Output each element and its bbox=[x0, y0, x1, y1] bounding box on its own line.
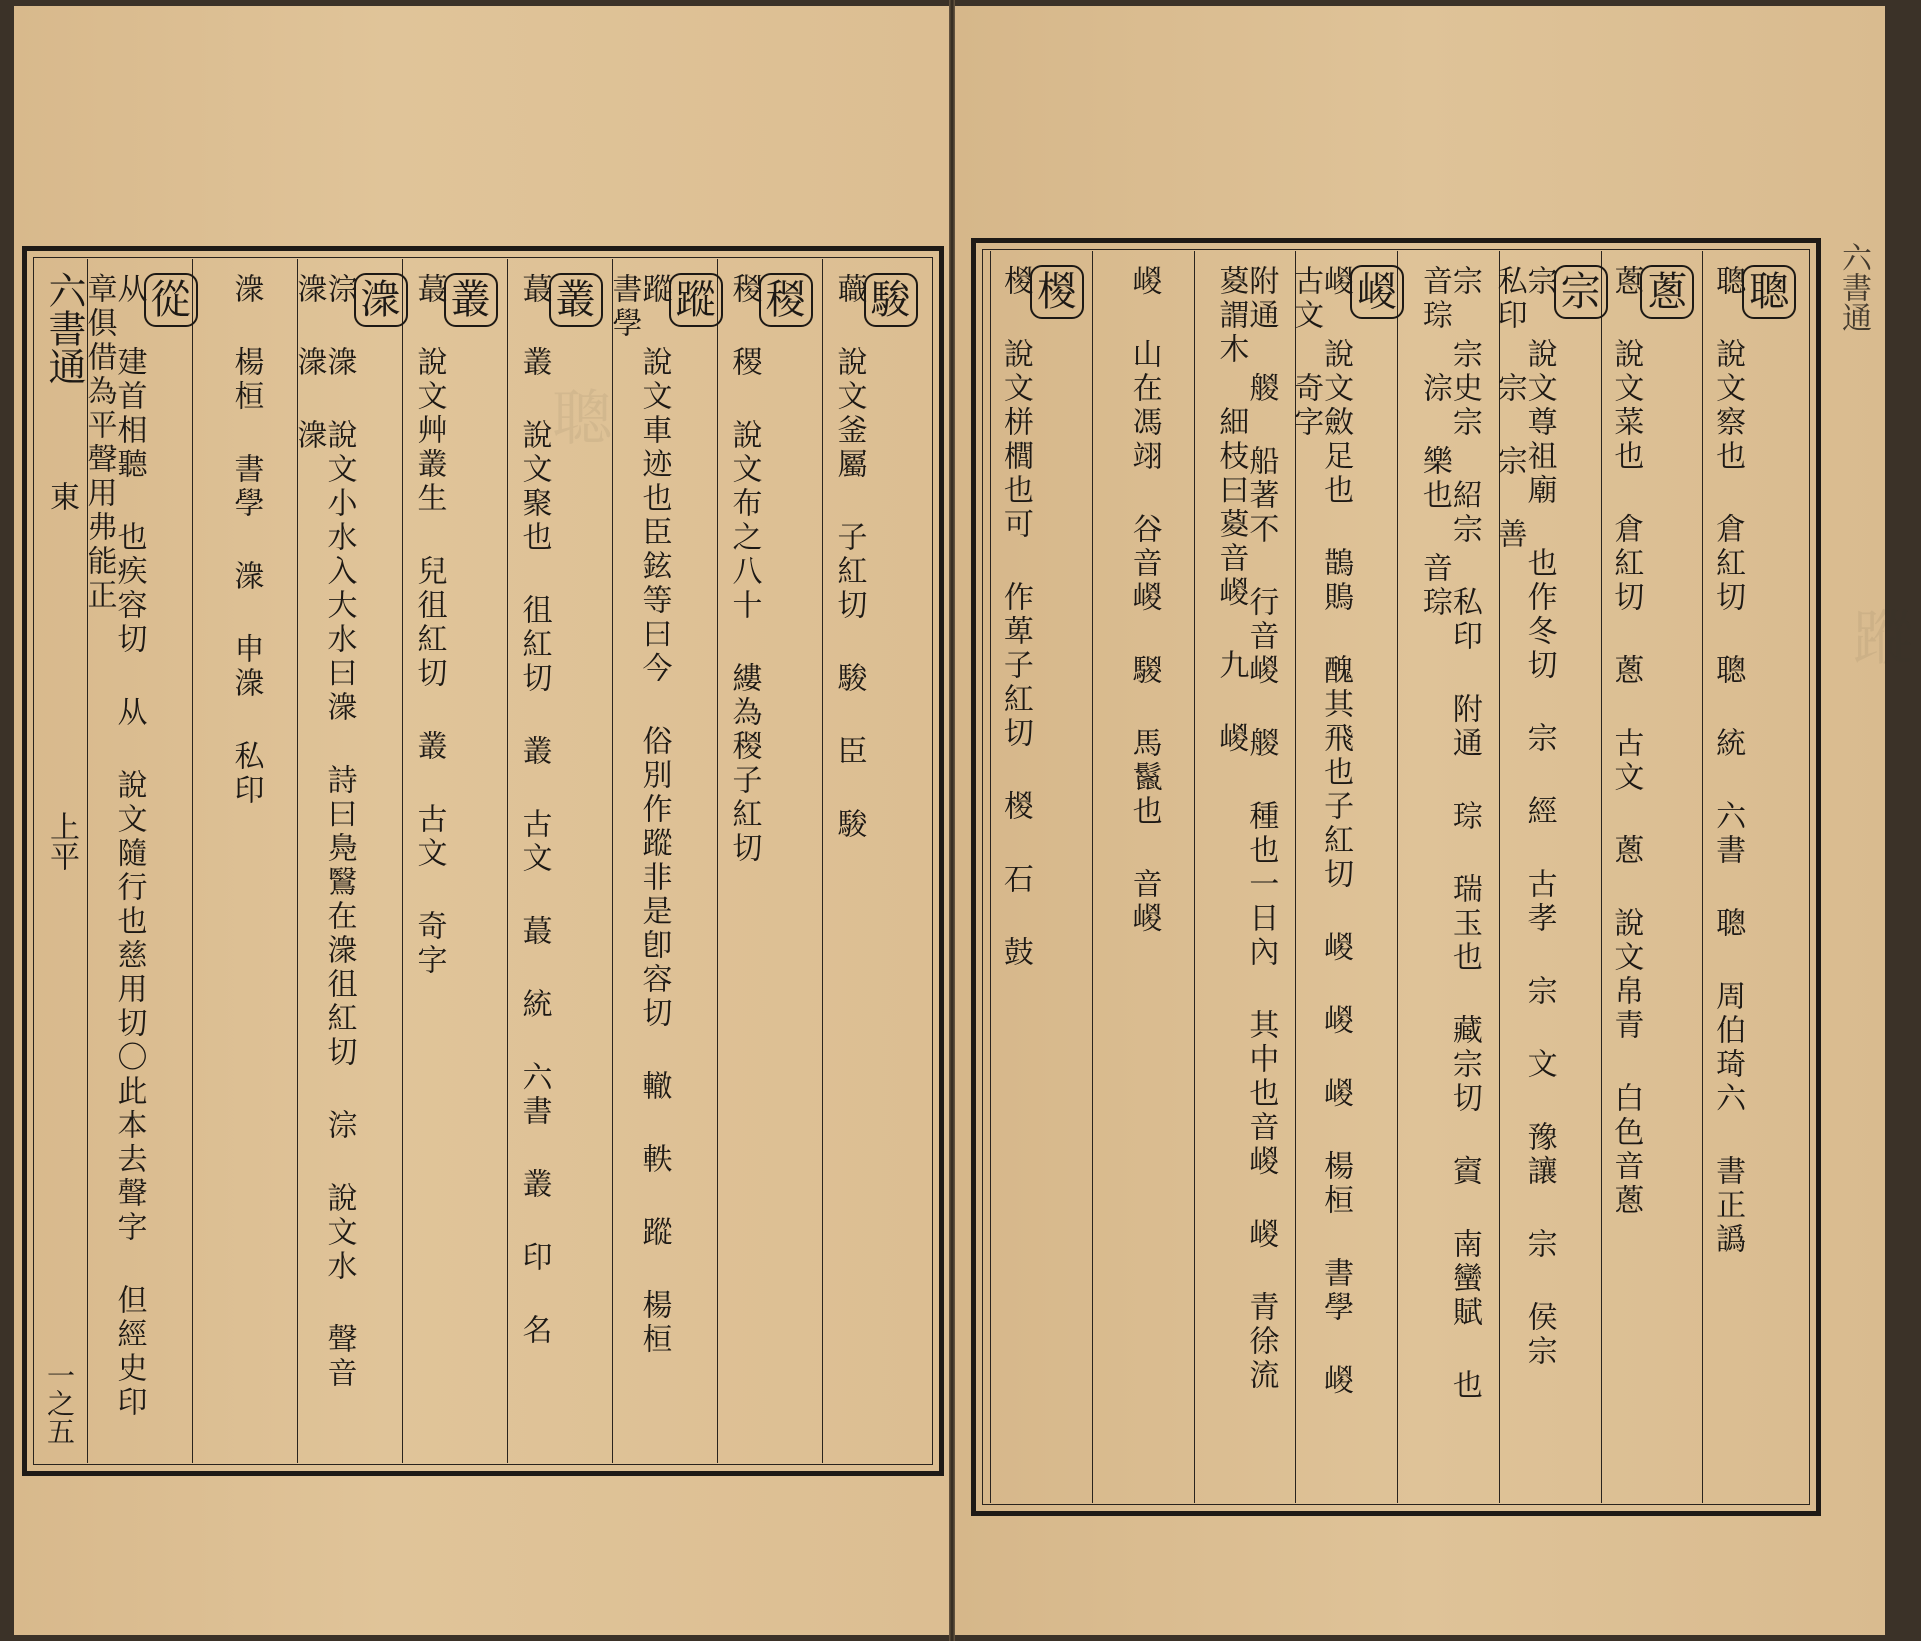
headword-box: 嵕 bbox=[1350, 265, 1404, 319]
entry-column-content bbox=[1213, 265, 1279, 1415]
entry-text: 蘵 說文釜屬 子紅切 駿 臣 駿 bbox=[831, 273, 867, 842]
left-page bbox=[14, 6, 949, 1635]
entry-text: 嵕 山在馮翊 谷音嵕 騣 馬鬣也 音嵕 bbox=[1126, 265, 1162, 936]
entry-column bbox=[717, 259, 823, 1463]
entry-column-content bbox=[1416, 265, 1482, 1415]
entry-column bbox=[1092, 251, 1195, 1503]
entry-text: 附通 艐 船著不 行音嵕 艐 種也一日內 其中也音嵕 嵕 青徐流葼謂木 細枝曰葼音嵕 九 嵕 bbox=[1213, 265, 1279, 1393]
entry-text: 蕞 叢 說文聚也 徂紅切 叢 古文 蕞 統 六書 叢 印 名 bbox=[516, 273, 552, 1348]
headword-box: 叢 bbox=[549, 273, 603, 327]
headword-box: 從 bbox=[144, 273, 198, 327]
headword-box: 潨 bbox=[354, 273, 408, 327]
headword-box: 椶 bbox=[1030, 265, 1084, 319]
entry-column bbox=[990, 251, 1093, 1503]
headword-box: 叢 bbox=[444, 273, 498, 327]
left-page-frame bbox=[22, 246, 944, 1476]
entry-column bbox=[1491, 251, 1602, 1503]
entry-text: 宗 說文尊祖廟 也作冬切 宗 經 古孝 宗 文 豫讓 宗 侯宗 私印 宗 宗 善 bbox=[1491, 265, 1557, 1369]
entry-column bbox=[1601, 251, 1704, 1503]
entry-column bbox=[291, 259, 403, 1463]
entry-column-content bbox=[1126, 265, 1162, 936]
entry-column-content bbox=[831, 273, 918, 842]
entry-column-content bbox=[726, 273, 813, 866]
headword-box: 稯 bbox=[759, 273, 813, 327]
right-page bbox=[955, 6, 1913, 1635]
headword-box: 聰 bbox=[1742, 265, 1796, 319]
entry-column bbox=[1702, 251, 1805, 1503]
right-book-title: 六書通 bbox=[1836, 242, 1871, 332]
entry-text: 聰 說文察也 倉紅切 聰 統 六書 聰 周伯琦六 書正譌 bbox=[1710, 265, 1746, 1257]
headword-box: 蔥 bbox=[1640, 265, 1694, 319]
entry-text: 潨 楊桓 書學 潨 申潨 私印 bbox=[228, 273, 264, 808]
entry-column bbox=[81, 259, 193, 1463]
entry-text: 椶 說文栟櫚也可 作萆子紅切 椶 石 鼓 bbox=[997, 265, 1033, 970]
entry-text: 蔥 說文菜也 倉紅切 蔥 古文 蔥 說文帛青 白色音蔥 bbox=[1608, 265, 1644, 1218]
entry-column-content bbox=[1491, 265, 1608, 1415]
entry-column-content bbox=[516, 273, 603, 1348]
section-label: 東 bbox=[44, 481, 79, 511]
entry-text: 宗 宗史宗 紹宗 私印 附通 琮 瑞玉也 藏宗切 賨 南蠻賦 也音琮 淙 樂也 音琮 bbox=[1416, 265, 1482, 1403]
entry-column-content bbox=[997, 265, 1084, 970]
entry-column-content bbox=[81, 273, 198, 1423]
entry-column bbox=[192, 259, 298, 1463]
entry-column bbox=[1397, 251, 1500, 1503]
entry-text: 嵕 說文斂足也 鵲鵙 醜其飛也子紅切 嵕 嵕 嵕 楊桓 書學 嵕 古文 奇字 bbox=[1288, 265, 1354, 1398]
entry-column bbox=[1288, 251, 1398, 1503]
entry-column bbox=[402, 259, 508, 1463]
headword-box: 駿 bbox=[864, 273, 918, 327]
tone-label: 上平 bbox=[44, 811, 79, 871]
entry-column-content bbox=[606, 273, 723, 1423]
entry-column-content bbox=[411, 273, 498, 978]
headword-box: 宗 bbox=[1554, 265, 1608, 319]
book-title: 六書通 bbox=[42, 271, 86, 385]
entry-column-content bbox=[1290, 265, 1404, 1415]
entry-column bbox=[507, 259, 613, 1463]
entry-text: 从 建首相聽 也疾容切 从 說文隨行也慈用切〇此本去聲字 但經史印章俱借為平聲用弗能正 bbox=[81, 273, 147, 1420]
entry-column bbox=[1194, 251, 1297, 1503]
entry-column bbox=[822, 259, 928, 1463]
entry-text: 稯 稷 說文布之八十 縷為稯子紅切 bbox=[726, 273, 762, 866]
entry-column-content bbox=[291, 273, 408, 1423]
entry-column-content bbox=[228, 273, 264, 808]
entry-column-content bbox=[1610, 265, 1694, 1218]
show-through-glyph: 聰 bbox=[542, 386, 612, 446]
right-page-frame bbox=[971, 238, 1821, 1516]
headword-box: 蹤 bbox=[669, 273, 723, 327]
entry-text: 蕞 說文艸叢生 兒徂紅切 叢 古文 奇字 bbox=[411, 273, 447, 978]
page-number: 一之五 bbox=[43, 1361, 76, 1445]
entry-column bbox=[606, 259, 718, 1463]
entry-text: 蹤 說文車迹也臣鉉等曰今 俗別作蹤非是卽容切 轍 軼 蹤 楊桓 書學 bbox=[606, 273, 672, 1357]
entry-text: 淙 潨 說文小水入大水曰潨 詩曰鳧鷖在潨徂紅切 淙 說文水 聲音潨 潨 潨 bbox=[291, 273, 357, 1391]
show-through-glyph: 蹤 bbox=[1843, 606, 1913, 666]
entry-column-content bbox=[1712, 265, 1796, 1257]
